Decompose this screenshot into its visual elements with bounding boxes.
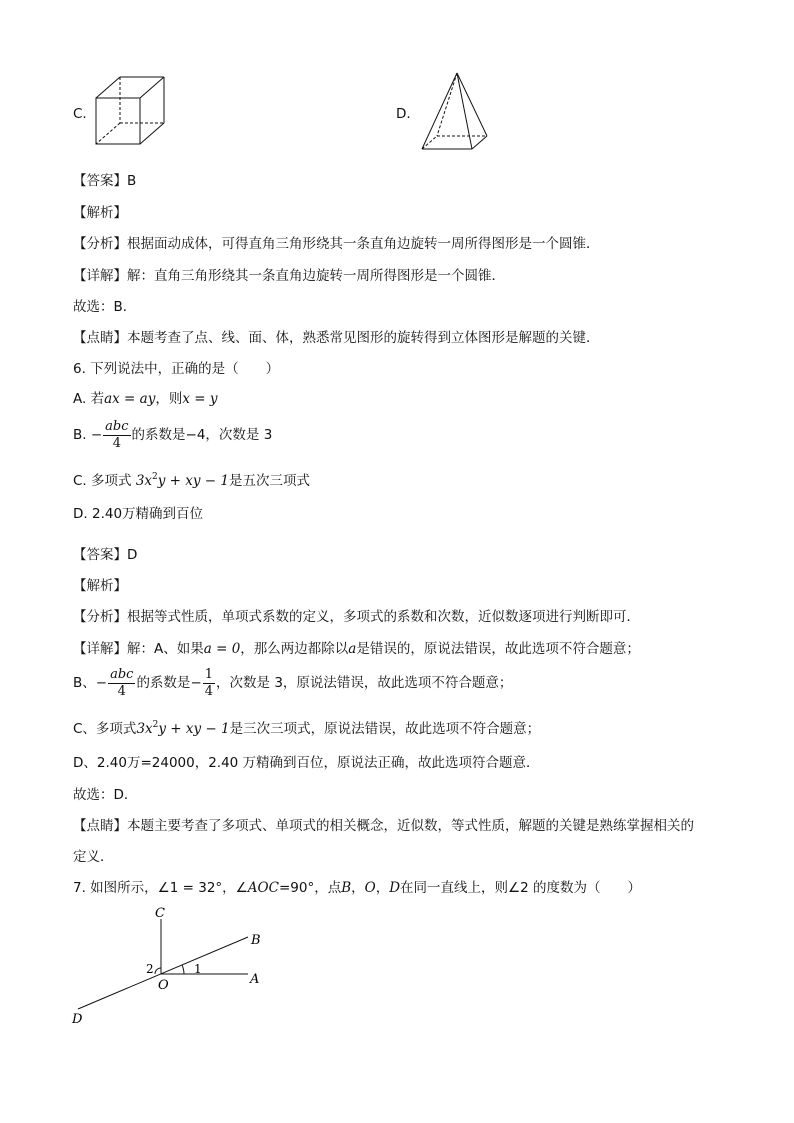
q7-stem [73,878,641,898]
q6-option-a [73,389,217,409]
q6-analysis-title: 【解析】 [73,578,127,594]
option-d-label: D. [396,106,411,122]
q6-detail-b [73,666,512,700]
q6-b-num: abc [105,418,129,434]
label-c: C [155,906,165,921]
q6-detail-b1: B、 [73,675,96,691]
q6-c-poly-b: y + xy − 1 [157,473,229,489]
q6-d-text: 2.40万精确到百位 [91,506,204,522]
q6-detail-b-den: 4 [117,683,126,699]
q6-detail-b-den2: 4 [204,683,214,699]
q6-detail-a2: ，那么两边都除以 [240,641,349,657]
q6-option-b [73,418,272,452]
label-angle-1: 1 [194,962,202,976]
q7-stem-1: 7. 如图所示，∠1 = 32°，∠ [73,880,248,896]
q6-detail-c1: C、多项式 [73,721,137,737]
label-o: O [158,978,169,993]
q6-d-label: D. [73,506,88,522]
q5-answer: 【答案】B [73,173,137,189]
option-c-label: C. [73,106,87,122]
q6-b-label: B. [73,427,87,443]
q7-stem-b: B [341,880,352,896]
q7-stem-d: D [389,880,401,896]
q6-detail-a [73,639,640,659]
q6-detail-a-var: a [348,641,357,657]
q6-c-text: 是五次三项式 [229,473,310,489]
q6-detail-b-fraction2 [203,667,215,700]
q5-analysis-title: 【解析】 [73,205,127,221]
q6-detail-c-poly-b: y + xy − 1 [158,721,230,737]
q6-detail-b3: ，次数是 3，原说法错误，故此选项不符合题意； [216,675,513,691]
q7-stem-aoc: AOC [247,880,279,896]
q6-detail-b2: 的系数是 [136,675,191,691]
q7-stem-o: O [364,880,376,896]
q6-detail-a-eq: a = 0 [203,641,241,657]
label-d: D [72,1012,83,1027]
q6-comment-line2: 定义． [73,849,114,865]
q6-b-den: 4 [112,435,121,451]
q6-analysis: 【分析】根据等式性质，单项式系数的定义，多项式的系数和次数，近似数逐项进行判断即可． [73,609,640,625]
q7-stem-sep2: ， [375,880,390,896]
q6-a-eq2: x = y [182,391,218,407]
q6-detail-c-exp: 2 [152,720,159,730]
q6-detail-c-poly-a: 3x [136,721,153,737]
q6-c-label: C. 多项式 [73,473,132,489]
q6-detail-b-num2: 1 [204,666,214,682]
q6-detail-a1: 【详解】解：A、如果 [73,641,204,657]
pyramid-figure [417,70,493,154]
q6-a-mid: ，则 [155,391,183,407]
q6-detail-c [73,715,540,739]
q6-detail-b-minus: − [95,675,108,691]
q6-choose: 故选：D． [73,787,138,803]
q6-c-poly-a: 3x [135,473,153,489]
q5-choose: 故选：B． [73,299,137,315]
q6-detail-c2: 是三次三项式，原说法错误，故此选项不符合题意； [229,721,541,737]
q5-analysis: 【分析】根据面动成体，可得直角三角形绕其一条直角边旋转一周所得图形是一个圆锥． [73,236,600,252]
q6-a-label: A. 若 [73,391,105,407]
label-a: A [250,972,260,987]
q5-comment: 【点睛】本题考查了点、线、面、体，熟悉常见图形的旋转得到立体图形是解题的关键． [73,330,600,346]
q7-stem-2: =90°，点 [278,880,342,896]
q7-stem-sep1: ， [351,880,365,896]
q6-comment-line1: 【点睛】本题主要考查了多项式、单项式的相关概念，近似数，等式性质，解题的关键是熟练掌握相关的 [73,818,694,834]
q6-b-text: 的系数是−4，次数是 3 [131,427,273,443]
q6-option-d [73,504,203,524]
q6-answer: 【答案】D [73,547,138,563]
q6-b-minus: − [90,427,103,443]
q6-a-eq1: ax = ay [104,391,156,407]
q7-stem-3: 在同一直线上，则∠2 的度数为（ ） [400,880,642,896]
cube-figure [92,74,170,150]
label-b: B [251,933,261,948]
q6-stem: 6. 下列说法中，正确的是（ ） [73,361,280,377]
angle-figure [66,903,276,1028]
q6-detail-d: D、2.40万=24000，2.40 万精确到百位，原说法正确，故此选项符合题意． [73,755,540,771]
q6-detail-b-minus2: − [190,675,202,691]
q6-option-c [73,467,310,491]
q6-detail-b-fraction [108,667,135,700]
q6-detail-b-num: abc [110,666,134,682]
label-angle-2: 2 [146,962,154,976]
q6-detail-a3: 是错误的，原说法错误，故此选项不符合题意； [356,641,640,657]
q5-detail: 【详解】解：直角三角形绕其一条直角边旋转一周所得图形是一个圆锥． [73,268,505,284]
q6-b-fraction [103,419,130,452]
q6-c-exp: 2 [152,472,158,482]
